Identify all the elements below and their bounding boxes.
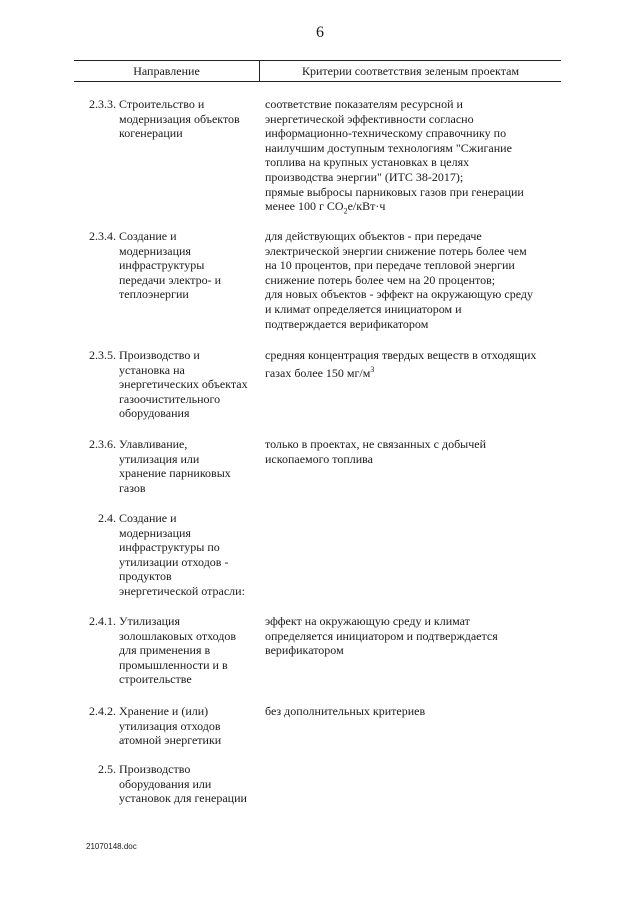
direction-line: установка на	[119, 362, 185, 377]
direction-line: Создание и	[119, 511, 177, 525]
row-criteria	[265, 229, 565, 331]
direction-line: для применения в	[119, 643, 211, 658]
direction-line: атомной энергетики	[119, 733, 222, 748]
criteria-line: и климат определяется инициатором и	[265, 301, 462, 316]
row-criteria	[265, 614, 565, 658]
superscript: 3	[370, 364, 375, 374]
direction-line: утилизации отходов -	[119, 554, 229, 569]
criteria-line: подтверждается верификатором	[265, 316, 429, 331]
direction-line: модернизация объектов	[119, 111, 240, 126]
direction-line: промышленности и в	[119, 657, 228, 672]
row-number: 2.3.6.	[89, 437, 116, 451]
criteria-line: для действующих объектов - при передаче	[265, 229, 482, 243]
direction-line: теплоэнергии	[119, 287, 189, 302]
direction-line: Хранение и (или)	[119, 704, 209, 718]
criteria-line: наилучшим доступным технологиям "Сжигание	[265, 140, 512, 155]
criteria-line: прямые выбросы парниковых газов при генерации	[265, 184, 524, 199]
row-direction	[119, 704, 263, 748]
direction-line: энергетических объектах	[119, 377, 248, 392]
row-number: 2.5.	[98, 762, 116, 776]
direction-line: Создание и	[119, 229, 177, 243]
direction-line: Улавливание,	[119, 437, 188, 451]
criteria-line: соответствие показателям ресурсной и	[265, 97, 463, 111]
direction-line: Строительство и	[119, 97, 205, 111]
row-number: 2.4.2.	[89, 704, 116, 718]
criteria-line: эффект на окружающую среду и климат	[265, 614, 470, 628]
direction-line: Производство	[119, 762, 191, 776]
criteria-text: e/кВт·ч	[347, 199, 386, 214]
page-number: 6	[316, 24, 324, 41]
row-direction	[119, 762, 263, 806]
direction-line: газоочистительного	[119, 391, 221, 406]
row-number: 2.4.1.	[89, 614, 116, 628]
row-criteria	[265, 348, 565, 380]
direction-line: газов	[119, 480, 146, 495]
direction-line: золошлаковых отходов	[119, 628, 237, 643]
criteria-line	[265, 199, 565, 219]
criteria-line	[265, 363, 565, 381]
criteria-line: для новых объектов - эффект на окружающую среду	[265, 287, 533, 302]
row-direction	[119, 348, 263, 421]
row-criteria	[265, 437, 565, 466]
table-header	[74, 60, 561, 82]
criteria-line: определяется инициатором и подтверждается	[265, 628, 498, 643]
direction-line: хранение парниковых	[119, 466, 231, 481]
direction-line: оборудования	[119, 406, 190, 421]
row-number: 2.3.5.	[89, 348, 116, 362]
criteria-line: энергетической эффективности согласно	[265, 111, 474, 126]
criteria-line: только в проектах, не связанных с добычей	[265, 437, 487, 451]
document-filename: 21070148.doc	[86, 842, 137, 851]
criteria-line: ископаемого топлива	[265, 451, 374, 466]
row-number: 2.3.4.	[89, 229, 116, 243]
criteria-text: менее 100 г CO	[265, 199, 344, 214]
direction-line: Производство и	[119, 348, 200, 362]
direction-line: строительстве	[119, 672, 192, 687]
subscript: 2	[343, 206, 348, 216]
row-direction	[119, 614, 263, 687]
row-direction	[119, 97, 263, 141]
direction-line: когенерации	[119, 126, 183, 141]
direction-line: утилизация или	[119, 451, 200, 466]
direction-line: энергетической отрасли:	[119, 583, 245, 598]
criteria-line: информационно-техническому справочнику по	[265, 126, 507, 141]
header-criteria: Критерии соответствия зеленым проектам	[301, 64, 520, 78]
criteria-text: газах более 150 мг/м	[265, 365, 371, 380]
direction-line: передачи электро- и	[119, 272, 222, 287]
row-direction	[119, 229, 263, 302]
criteria-line: электрической энергии снижение потерь более чем	[265, 243, 527, 258]
direction-line: Утилизация	[119, 614, 181, 628]
direction-line: модернизация	[119, 525, 191, 540]
row-criteria	[265, 97, 565, 219]
row-direction	[119, 511, 263, 599]
criteria-line: производства энергии" (ИТС 38-2017);	[265, 169, 464, 184]
header-direction: Направление	[133, 64, 200, 78]
row-criteria	[265, 704, 565, 719]
criteria-line: верификатором	[265, 643, 344, 658]
direction-line: модернизация	[119, 243, 191, 258]
row-number: 2.4.	[98, 511, 116, 525]
direction-line: продуктов	[119, 569, 172, 584]
direction-line: инфраструктуры по	[119, 540, 220, 555]
direction-line: инфраструктуры	[119, 258, 205, 273]
criteria-line: на 10 процентов, при передаче тепловой энергии	[265, 258, 515, 273]
row-number: 2.3.3.	[89, 97, 116, 111]
criteria-line: топлива на крупных установках в целях	[265, 155, 470, 170]
criteria-line: средняя концентрация твердых веществ в отходящих	[265, 348, 537, 362]
criteria-line: снижение потерь более чем на 20 процентов;	[265, 272, 496, 287]
criteria-line: без дополнительных критериев	[265, 704, 426, 718]
direction-line: утилизация отходов	[119, 718, 221, 733]
direction-line: установок для генерации	[119, 791, 247, 806]
row-direction	[119, 437, 263, 495]
direction-line: оборудования или	[119, 776, 212, 791]
